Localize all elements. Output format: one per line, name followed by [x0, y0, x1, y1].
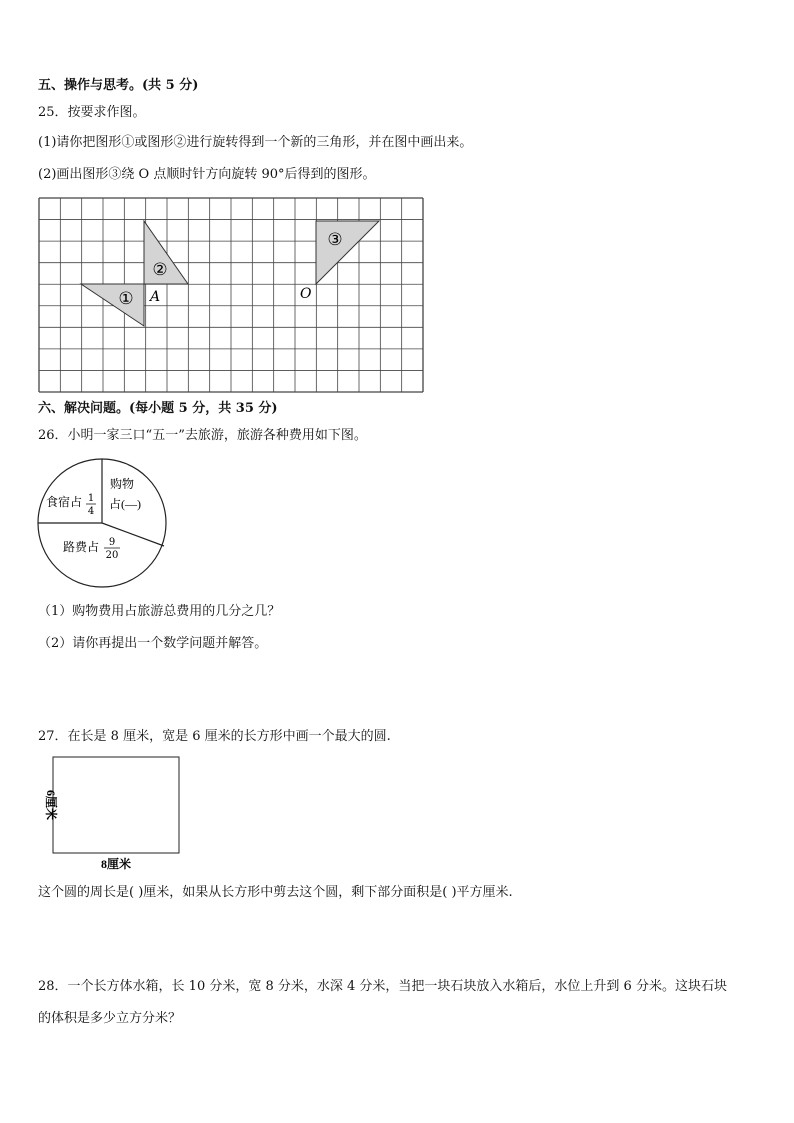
pie-svg — [36, 457, 172, 591]
question-26-sub-1: （1）购物费用占旅游总费用的几分之几？ — [38, 604, 281, 619]
question-26-sub-2: （2）请你再提出一个数学问题并解答。 — [38, 636, 268, 651]
shape-2-label: ② — [152, 260, 168, 280]
shopping-label-line-1: 购物 — [110, 477, 135, 491]
rectangle-height-label: 6厘米 — [44, 789, 58, 821]
grid-svg — [38, 197, 424, 393]
triangle-3 — [316, 221, 379, 284]
food-denominator: 4 — [87, 506, 95, 517]
travel-numerator: 9 — [108, 537, 116, 548]
travel-denominator: 20 — [105, 550, 119, 561]
section-5-heading: 五、操作与思考。(共 5 分) — [38, 78, 199, 93]
point-o-label: O — [300, 286, 312, 302]
rotation-grid-figure — [38, 197, 424, 397]
question-28-line-1: 28．一个长方体水箱，长 10 分米，宽 8 分米，水深 4 分米，当把一块石块放入水箱后，水位上升到 6 分米。这块石块 — [38, 979, 727, 994]
triangle-1 — [81, 284, 144, 326]
shape-1-label: ① — [118, 289, 134, 309]
question-27-title: 27．在长是 8 厘米，宽是 6 厘米的长方形中画一个最大的圆. — [38, 729, 391, 744]
travel-label: 路费占 — [63, 540, 100, 554]
point-a-label: A — [150, 289, 161, 305]
rectangle-figure — [30, 752, 190, 878]
shape-3-label: ③ — [327, 230, 343, 250]
question-25-part-1: (1)请你把图形①或图形②进行旋转得到一个新的三角形，并在图中画出来。 — [38, 135, 473, 150]
rectangle-8x6 — [53, 757, 179, 853]
question-25-part-2: (2)画出图形③绕 O 点顺时针方向旋转 90°后得到的图形。 — [38, 167, 376, 182]
question-26-title: 26．小明一家三口“五一”去旅游，旅游各种费用如下图。 — [38, 428, 367, 443]
rectangle-svg — [30, 752, 190, 874]
question-28-line-2: 的体积是多少立方分米？ — [38, 1011, 182, 1026]
question-25-title: 25．按要求作图。 — [38, 105, 146, 120]
expense-pie-chart — [36, 457, 172, 595]
section-6-heading: 六、解决问题。(每小题 5 分，共 35 分) — [38, 401, 278, 416]
shopping-label-line-2: 占(—) — [109, 497, 141, 511]
question-27-answer-line: 这个圆的周长是( )厘米，如果从长方形中剪去这个圆，剩下部分面积是( )平方厘米. — [38, 885, 513, 900]
food-label: 食宿占 — [46, 495, 83, 509]
rectangle-width-label: 8厘米 — [100, 857, 132, 871]
food-numerator: 1 — [87, 493, 95, 504]
